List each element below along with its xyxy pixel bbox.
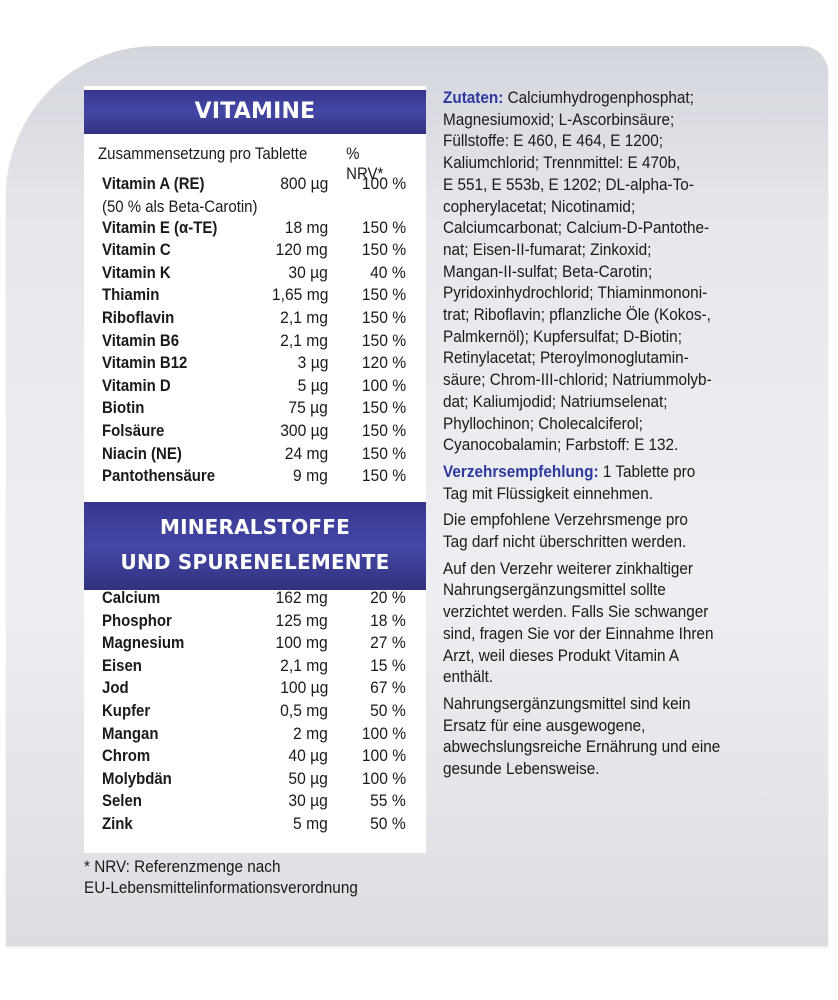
mineralstoffe-title-line1: MINERALSTOFFE (159, 515, 350, 539)
nutrient-amount: 2,1 mg (280, 655, 328, 675)
ingredients-text: Retinylacetat; Pteroylmonoglutamin- (443, 348, 689, 368)
nutrient-name: Vitamin B12 (102, 353, 188, 373)
nutrient-nrv: 100 % (361, 768, 406, 788)
table-row (84, 398, 426, 421)
nutrient-nrv: 55 % (370, 791, 406, 811)
nutrient-nrv: 150 % (361, 240, 406, 260)
table-row (84, 701, 426, 724)
nutrient-name: Riboflavin (102, 307, 175, 327)
nutrient-name: Eisen (102, 655, 142, 675)
nutrient-nrv: 50 % (370, 700, 406, 720)
nutrient-amount: 1,65 mg (271, 285, 328, 305)
nutrient-nrv: 150 % (361, 285, 406, 305)
ingredients-line (443, 413, 785, 435)
nutrient-name: Selen (102, 791, 142, 811)
mineralstoffe-header (84, 502, 426, 590)
nutrient-nrv: 150 % (361, 330, 406, 350)
nutrient-name: Vitamin E (α-TE) (102, 217, 218, 237)
ingredients-line (443, 282, 785, 304)
nutrient-name: Niacin (NE) (102, 443, 182, 463)
paragraph-line: Nahrungsergänzungsmittel sollte (443, 580, 666, 600)
nutrient-name: Zink (102, 813, 133, 833)
ingredients-line (443, 369, 785, 391)
nutrient-name: Calcium (102, 588, 161, 607)
ingredients-text: Calciumhydrogenphosphat; (503, 88, 694, 107)
nutrient-name: Vitamin A (RE) (102, 174, 205, 193)
nutrient-nrv: 100 % (361, 746, 406, 766)
note-text: (50 % als Beta-Carotin) (102, 196, 258, 216)
nutrient-name: Thiamin (102, 285, 160, 305)
table-row (84, 611, 426, 634)
nutrient-name: Vitamin C (102, 240, 171, 260)
ingredients-text: Kaliumchlorid; Trennmittel: E 470b, (443, 153, 681, 173)
ingredients-line (443, 304, 785, 326)
ingredients-text: Cyanocobalamin; Farbstoff: E 132. (443, 435, 679, 455)
dosage-text: 1 Tablette pro (598, 461, 696, 481)
ingredients-text: Phyllochinon; Cholecalciferol; (443, 413, 643, 433)
paragraph-line: gesunde Lebensweise. (443, 759, 600, 779)
nutrient-amount: 0,5 mg (280, 700, 328, 720)
nutrient-amount: 800 µg (279, 174, 328, 193)
table-row (84, 678, 426, 701)
table-row (84, 633, 426, 656)
nutrient-amount: 30 µg (288, 791, 328, 811)
mineralstoffe-title-line2: UND SPURENELEMENTE (120, 550, 390, 574)
ingredients-label: Zutaten: (443, 88, 504, 107)
table-row (84, 791, 426, 814)
table-row (84, 353, 426, 376)
nutrient-nrv: 18 % (370, 610, 406, 630)
nutrient-name: Vitamin K (102, 262, 171, 282)
ingredients-text: nat; Eisen-II-fumarat; Zinkoxid; (443, 239, 652, 259)
nutrient-name: Phosphor (102, 610, 172, 630)
ingredients-text: säure; Chrom-III-chlorid; Natriummolyb- (443, 370, 712, 390)
table-row (84, 174, 426, 197)
table-row (84, 746, 426, 769)
nutrient-nrv: 120 % (361, 353, 406, 373)
paragraph-line: Arzt, weil dieses Produkt Vitamin A (443, 645, 680, 665)
dosage-label: Verzehrsempfehlung: (443, 461, 599, 481)
dosage-line (443, 461, 785, 483)
nutrient-name: Biotin (102, 398, 145, 418)
ingredients-text: Calciumcarbonat; Calcium-D-Pantothe- (443, 218, 710, 238)
ingredients-line (443, 239, 785, 261)
ingredients-text: Palmkernöl); Kupfersulfat; D-Biotin; (443, 326, 682, 346)
nutrient-amount: 9 mg (293, 466, 328, 486)
nutrient-name: Jod (102, 678, 129, 698)
ingredients-line (443, 261, 785, 283)
table-row (84, 376, 426, 399)
ingredients-line (443, 326, 785, 348)
paragraph-line: Nahrungsergänzungsmittel sind kein (443, 693, 691, 713)
table-row (84, 218, 426, 241)
table-row (84, 466, 426, 489)
ingredients-text: Füllstoffe: E 460, E 464, E 1200; (443, 131, 664, 151)
nutrient-amount: 5 µg (297, 375, 328, 395)
nutrient-amount: 100 µg (279, 678, 328, 698)
table-note (84, 197, 426, 218)
nutrient-name: Mangan (102, 723, 159, 743)
ingredients-line (443, 109, 785, 131)
nutrient-nrv: 150 % (361, 217, 406, 237)
ingredients-text: E 551, E 553b, E 1202; DL-alpha-To- (443, 174, 694, 194)
nutrient-nrv: 100 % (361, 174, 406, 193)
nutrient-nrv: 40 % (370, 262, 406, 282)
nutrient-nrv: 100 % (361, 723, 406, 743)
composition-label: Zusammensetzung pro Tablette (98, 144, 308, 163)
nutrient-name: Pantothensäure (102, 466, 216, 486)
nutrient-name: Magnesium (102, 633, 185, 653)
ingredients-text: dat; Kaliumjodid; Natriumselenat; (443, 391, 668, 411)
paragraph-line: abwechslungsreiche Ernährung und eine (443, 737, 721, 757)
paragraph-line: Auf den Verzehr weiterer zinkhaltiger (443, 558, 694, 578)
paragraph-line: enthält. (443, 667, 494, 687)
ingredients-line (443, 152, 785, 174)
paragraph-line: sind, fragen Sie vor der Einnahme Ihren (443, 623, 714, 643)
nutrient-nrv: 50 % (370, 813, 406, 833)
table-row (84, 240, 426, 263)
table-row (84, 285, 426, 308)
nutrient-nrv: 15 % (370, 655, 406, 675)
nutrient-amount: 2 mg (293, 723, 328, 743)
nutrient-amount: 2,1 mg (280, 330, 328, 350)
nutrient-amount: 24 mg (284, 443, 328, 463)
ingredients-line (443, 130, 785, 152)
nutrient-nrv: 150 % (361, 443, 406, 463)
footnote-line: EU-Lebensmittelinformationsverordnung (84, 878, 358, 897)
nutrient-name: Chrom (102, 746, 151, 766)
nutrient-amount: 3 µg (297, 353, 328, 373)
table-row (84, 421, 426, 444)
ingredients-text: copherylacetat; Nicotinamid; (443, 196, 636, 216)
vitamine-table (84, 174, 426, 489)
nutrient-name: Vitamin D (102, 375, 171, 395)
nutrient-amount: 120 mg (275, 240, 328, 260)
nutrient-nrv: 100 % (361, 375, 406, 395)
nutrient-nrv: 150 % (361, 307, 406, 327)
table-row (84, 588, 426, 611)
paragraph-line: Tag darf nicht überschritten werden. (443, 532, 687, 552)
table-row (84, 656, 426, 679)
paragraph-line: Die empfohlene Verzehrsmenge pro (443, 510, 688, 530)
ingredients-line (443, 174, 785, 196)
nutrient-nrv: 150 % (361, 466, 406, 486)
nrv-label: % NRV* (346, 144, 384, 183)
nutrient-amount: 100 mg (275, 633, 328, 653)
ingredients-text: Pyridoxinhydrochlorid; Thiaminmononi- (443, 283, 708, 303)
nutrient-nrv: 150 % (361, 420, 406, 440)
ingredients-text: Mangan-II-sulfat; Beta-Carotin; (443, 261, 653, 281)
nutrient-amount: 75 µg (288, 398, 328, 418)
table-row (84, 331, 426, 354)
table-row (84, 444, 426, 467)
table-row (84, 724, 426, 747)
ingredients-line (443, 347, 785, 369)
table-row (84, 769, 426, 792)
nutrition-panel (84, 86, 426, 853)
nutrient-amount: 40 µg (288, 746, 328, 766)
nutrient-amount: 300 µg (279, 420, 328, 440)
ingredients-line (443, 391, 785, 413)
footnote (84, 856, 358, 898)
nutrient-nrv: 67 % (370, 678, 406, 698)
ingredients-text: trat; Riboflavin; pflanzliche Öle (Kokos-, (443, 305, 711, 325)
vitamine-header: VITAMINE (84, 90, 426, 134)
dosage-text: Tag mit Flüssigkeit einnehmen. (443, 483, 654, 503)
ingredients-column (443, 87, 823, 780)
ingredients-text: Magnesiumoxid; L-Ascorbinsäure; (443, 109, 675, 129)
nutrient-name: Molybdän (102, 768, 172, 788)
ingredients-line (443, 434, 785, 456)
nutrient-name: Folsäure (102, 420, 165, 440)
nutrient-nrv: 27 % (370, 633, 406, 653)
table-row (84, 263, 426, 286)
table-row (84, 308, 426, 331)
nutrient-amount: 162 mg (275, 588, 328, 607)
paragraph-line: Ersatz für eine ausgewogene, (443, 715, 646, 735)
nutrient-amount: 30 µg (288, 262, 328, 282)
nutrient-amount: 5 mg (293, 813, 328, 833)
ingredients-line (443, 217, 785, 239)
nutrient-name: Vitamin B6 (102, 330, 180, 350)
ingredients-line (443, 87, 785, 109)
footnote-line: * NRV: Referenzmenge nach (84, 857, 281, 876)
nutrient-nrv: 150 % (361, 398, 406, 418)
table-row (84, 814, 426, 837)
nutrient-amount: 18 mg (284, 217, 328, 237)
nutrient-nrv: 20 % (370, 588, 406, 607)
nutrient-name: Kupfer (102, 700, 151, 720)
paragraph-line: verzichtet werden. Falls Sie schwanger (443, 602, 709, 622)
dosage-line (443, 483, 785, 505)
nutrient-amount: 50 µg (288, 768, 328, 788)
ingredients-line (443, 196, 785, 218)
nutrient-amount: 2,1 mg (280, 307, 328, 327)
mineralstoffe-table (84, 588, 426, 837)
nutrient-amount: 125 mg (275, 610, 328, 630)
